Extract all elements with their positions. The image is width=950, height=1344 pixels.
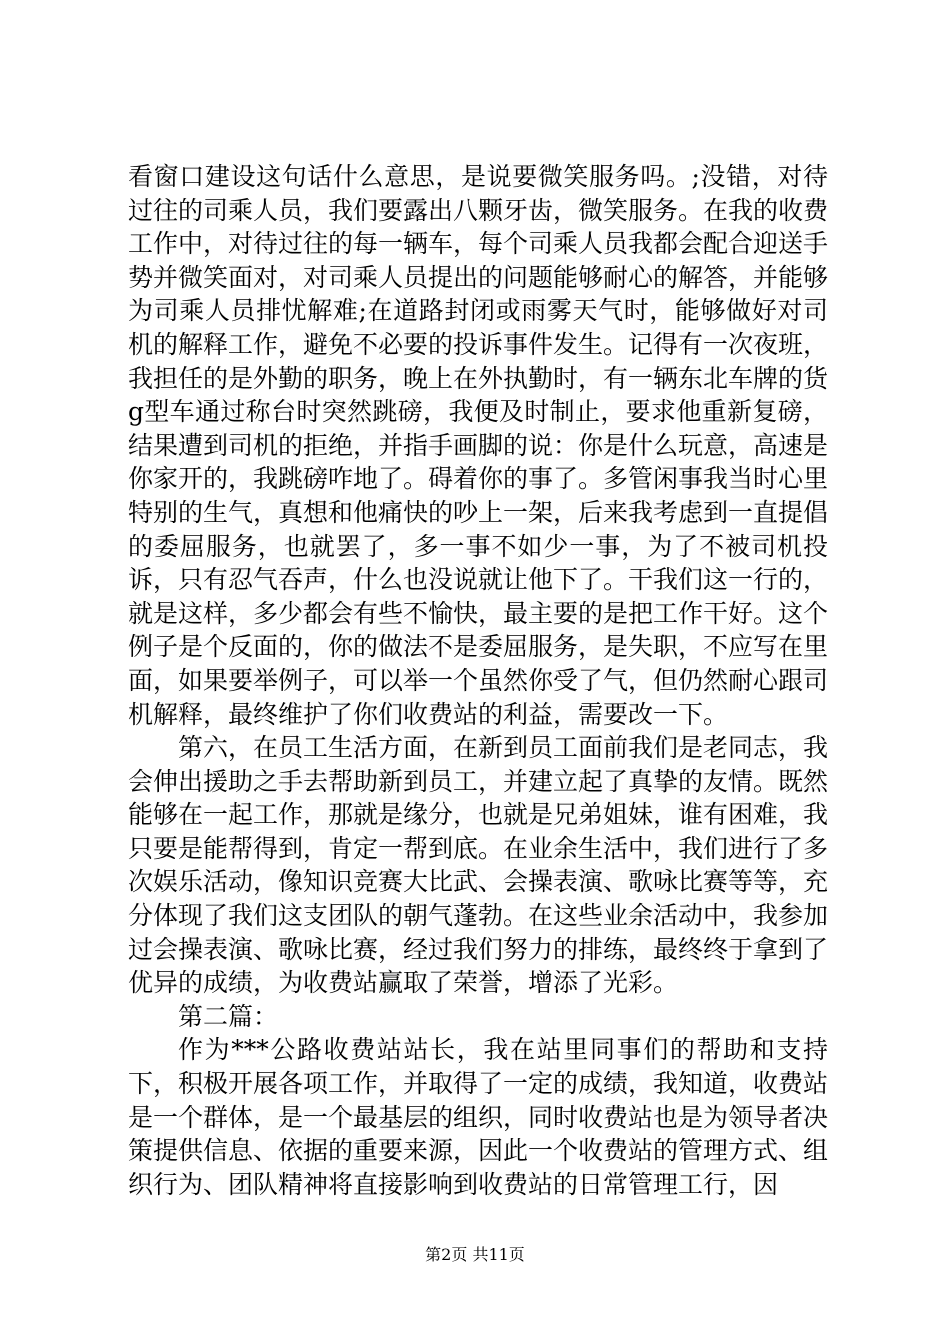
paragraph-1: 看窗口建设这句话什么意思，是说要微笑服务吗。;没错，对待过往的司乘人员，我们要露出八颗牙齿，微笑服务。在我的收费工作中，对待过往的每一辆车，每个司乘人员我都会配合迎送手势并微笑面对，对司乘人员提出的问题能够耐心的解答，并能够为司乘人员排忧解难;在道路封闭或雨雾天气时，能够做好对司机的解释工作，避免不必要的投诉事件发生。记得有一次夜班，我担任的是外勤的职务，晚上在外执勤时，有一辆东北车牌的货g型车通过称台时突然跳磅，我便及时制止，要求他重新复磅，结果遭到司机的拒绝，并指手画脚的说：你是什么玩意，高速是你家开的，我跳磅咋地了。碍着你的事了。多管闲事我当时心里特别的生气，真想和他痛快的吵上一架，后来我考虑到一直提倡的委屈服务，也就罢了，多一事不如少一事，为了不被司机投诉，只有忍气吞声，什么也没说就让他下了。干我们这一行的，就是这样，多少都会有些不愉快，最主要的是把工作干好。这个例子是个反面的，你的做法不是委屈服务，是失职，不应写在里面，如果要举例子，可以举一个虽然你受了气，但仍然耐心跟司机解释，最终维护了你们收费站的利益，需要改一下。 — [128, 162, 829, 729]
paragraph-3: 作为***公路收费站站长，我在站里同事们的帮助和支持下，积极开展各项工作，并取得了一定的成绩，我知道，收费站是一个群体，是一个最基层的组织，同时收费站也是为领导者决策提供信息、依据的重要来源，因此一个收费站的管理方式、组织行为、团队精神将直接影响到收费站的日常管理工行，因 — [128, 1035, 829, 1199]
section-heading: 第二篇： — [178, 1001, 279, 1031]
document-body — [128, 160, 828, 1201]
page-footer: 第2页 共11页 — [425, 1245, 525, 1264]
paragraph-2: 第六，在员工生活方面，在新到员工面前我们是老同志，我会伸出援助之手去帮助新到员工，并建立起了真挚的友情。既然能够在一起工作，那就是缘分，也就是兄弟姐妹，谁有困难，我只要是能帮得到，肯定一帮到底。在业余生活中，我们进行了多次娱乐活动，像知识竞赛大比武、会操表演、歌咏比赛等等，充分体现了我们这支团队的朝气蓬勃。在这些业余活动中，我参加过会操表演、歌咏比赛，经过我们努力的排练，最终终于拿到了优异的成绩，为收费站赢取了荣誉，增添了光彩。 — [128, 733, 829, 998]
